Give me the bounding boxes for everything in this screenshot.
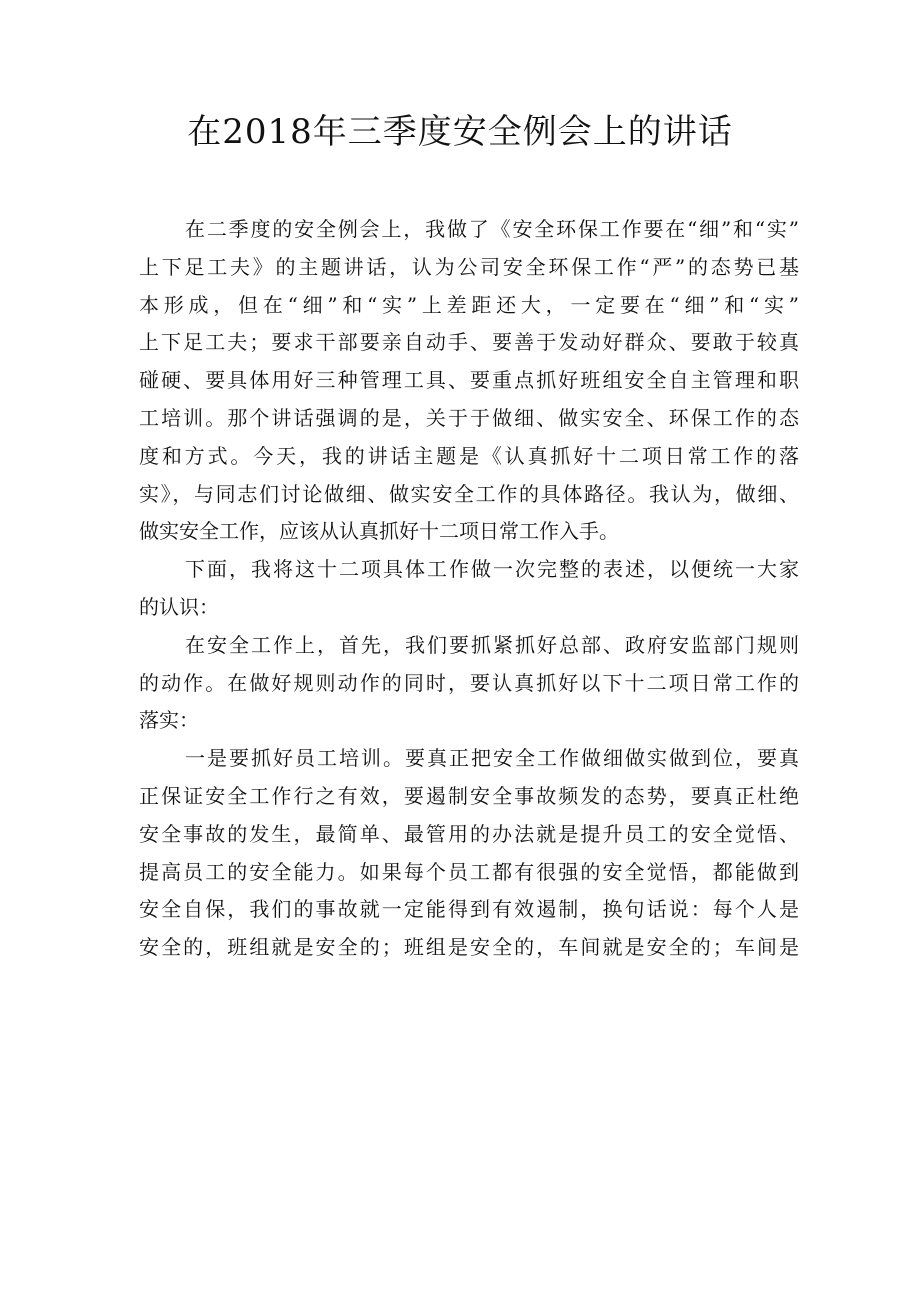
- text-line: 本形成，但在“细”和“实”上差距还大，一定要在“细”和“实”: [139, 292, 799, 317]
- text-line: 下面，我将这十二项具体工作做一次完整的表述，以便统一大家: [185, 557, 799, 582]
- text-line: 碰硬、要具体用好三种管理工具、要重点抓好班组安全自主管理和职: [139, 368, 799, 393]
- document-body: [139, 211, 799, 967]
- text-line: 上下足工夫》的主题讲话，认为公司安全环保工作“严”的态势已基: [139, 254, 799, 279]
- text-line: 度和方式。今天，我的讲话主题是《认真抓好十二项日常工作的落: [139, 443, 799, 468]
- text-line: 工培训。那个讲话强调的是，关于于做细、做实安全、环保工作的态: [139, 405, 799, 430]
- paragraph-1: [139, 211, 799, 551]
- text-line: 安全的，班组就是安全的；班组是安全的，车间就是安全的；车间是: [139, 935, 799, 960]
- text-line: 的认识：: [139, 594, 219, 619]
- paragraph-2: [139, 551, 799, 627]
- text-line: 安全自保，我们的事故就一定能得到有效遏制，换句话说：每个人是: [139, 897, 799, 922]
- document-title: 在2018年三季度安全例会上的讲话: [187, 112, 733, 152]
- text-line: 在二季度的安全例会上，我做了《安全环保工作要在“细”和“实”: [185, 217, 799, 241]
- text-line: 在安全工作上，首先，我们要抓紧抓好总部、政府安监部门规则: [185, 632, 799, 657]
- paragraph-3: [139, 627, 799, 740]
- text-line: 实》，与同志们讨论做细、做实安全工作的具体路径。我认为，做细、: [139, 481, 799, 506]
- text-line: 安全事故的发生，最简单、最管用的办法就是提升员工的安全觉悟、: [139, 821, 799, 846]
- text-line: 一是要抓好员工培训。要真正把安全工作做细做实做到位，要真: [185, 746, 799, 771]
- text-line: 做实安全工作，应该从认真抓好十二项日常工作入手。: [139, 519, 619, 544]
- text-line: 提高员工的安全能力。如果每个员工都有很强的安全觉悟，都能做到: [139, 859, 799, 884]
- paragraph-4: [139, 740, 799, 967]
- text-line: 正保证安全工作行之有效，要遏制安全事故频发的态势，要真正杜绝: [139, 783, 799, 808]
- text-line: 的动作。在做好规则动作的同时，要认真抓好以下十二项日常工作的: [139, 670, 799, 695]
- text-line: 落实：: [139, 708, 199, 733]
- text-line: 上下足工夫；要求干部要亲自动手、要善于发动好群众、要敢于较真: [139, 330, 799, 355]
